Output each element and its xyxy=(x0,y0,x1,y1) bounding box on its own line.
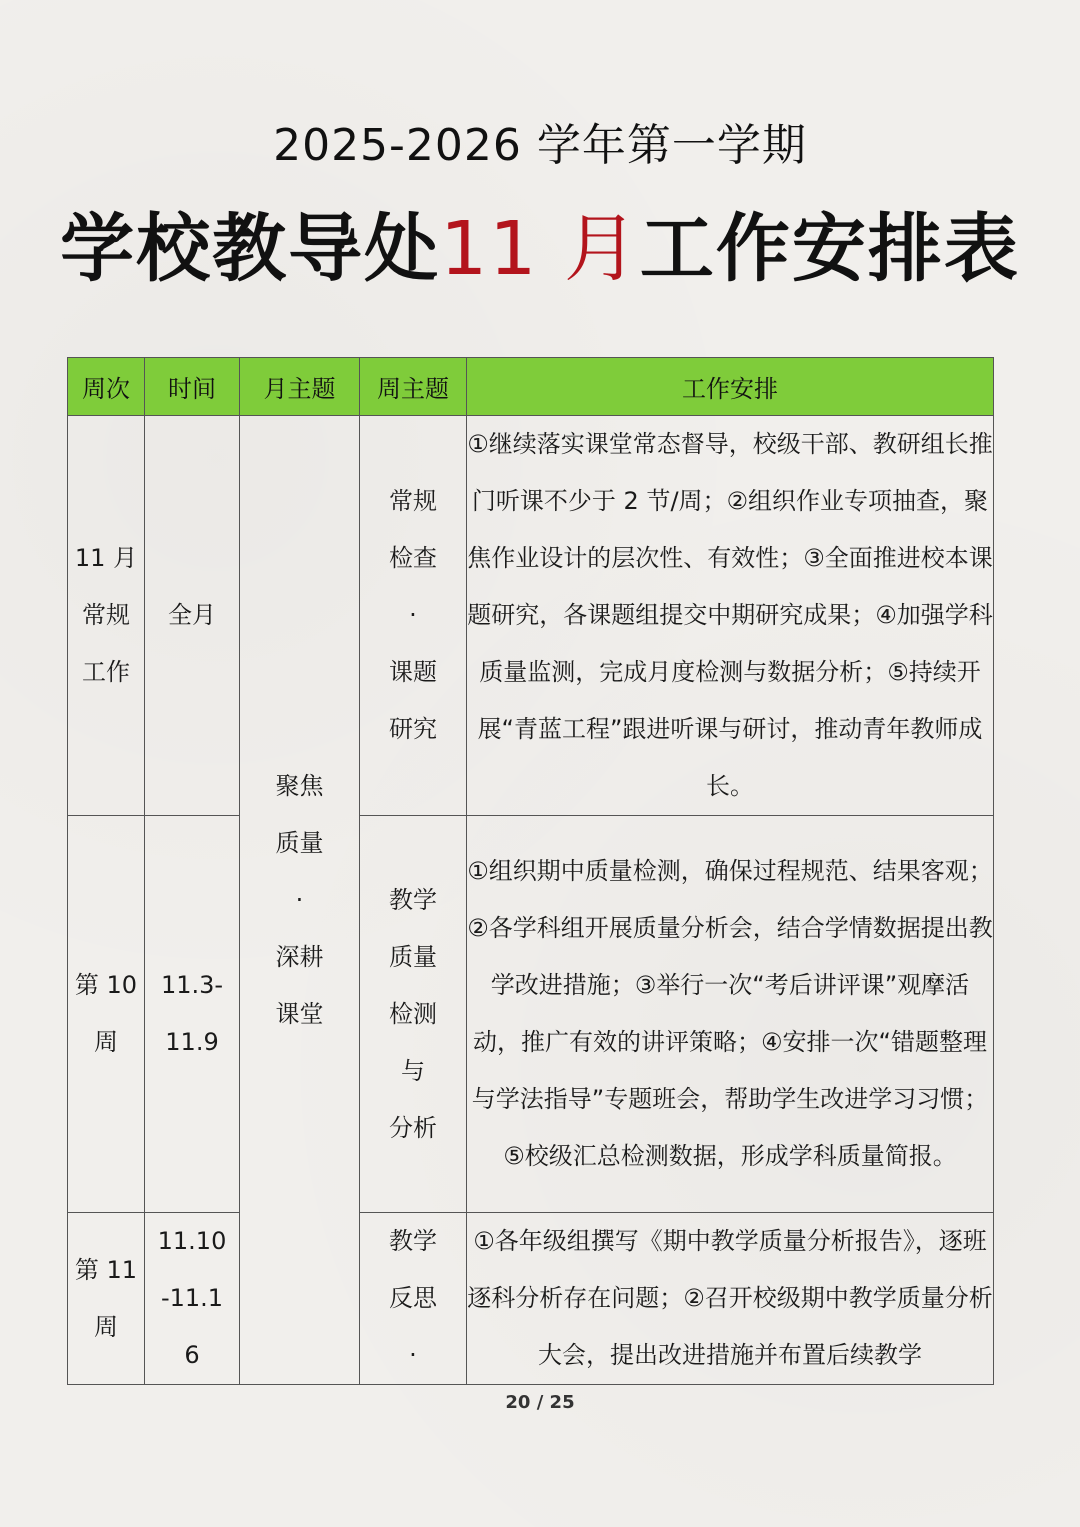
week-theme-line: 课题 xyxy=(389,658,437,686)
week-theme-line: · xyxy=(409,1341,417,1369)
week-theme-line: 质量 xyxy=(389,942,437,971)
year-term-title: 2025-2026 学年第一学期 xyxy=(273,120,807,171)
header-week: 周次 xyxy=(68,358,145,416)
time-line: 全月 xyxy=(168,601,216,629)
time-line: 11.10 xyxy=(157,1227,227,1255)
week-line: 周 xyxy=(94,1312,118,1341)
header-arrangement: 工作安排 xyxy=(467,358,994,416)
cell-arrangement: ①组织期中质量检测，确保过程规范、结果客观；②各学科组开展质量分析会，结合学情数据提出教学改进措施；③举行一次“考后讲评课”观摩活动，推广有效的讲评策略；④安排一次“错题整理与学法指导”专题班会，帮助学生改进学习习惯；⑤校级汇总检测数据，形成学科质量简报。 xyxy=(467,816,994,1213)
header-week-theme: 周主题 xyxy=(360,358,467,416)
cell-week-theme xyxy=(360,1213,467,1385)
week-line: 周 xyxy=(94,1028,118,1056)
week-theme-line: 分析 xyxy=(389,1113,437,1142)
cell-arrangement: ①继续落实课堂常态督导，校级干部、教研组长推门听课不少于 2 节/周；②组织作业专项抽查，聚焦作业设计的层次性、有效性；③全面推进校本课题研究，各课题组提交中期研究成果；④加强学科质量监测，完成月度检测与数据分析；⑤持续开展“青蓝工程”跟进听课与研讨，推动青年教师成长。 xyxy=(467,416,994,816)
month-theme-line: 深耕 xyxy=(275,942,324,971)
table-row xyxy=(68,816,994,1213)
week-theme-line: 与 xyxy=(401,1056,425,1085)
week-theme-line: 检查 xyxy=(389,544,437,572)
title-prefix: 学校教导处 xyxy=(60,206,441,292)
page-title xyxy=(0,204,1080,294)
header-month-theme: 月主题 xyxy=(240,358,360,416)
cell-week xyxy=(68,1213,145,1385)
header-time: 时间 xyxy=(145,358,240,416)
cell-month-theme xyxy=(240,416,360,1385)
week-theme-line: 检测 xyxy=(389,999,437,1028)
week-theme-line: 反思 xyxy=(389,1284,437,1312)
time-line: -11.1 xyxy=(160,1284,224,1312)
week-line: 第 11 xyxy=(74,1255,138,1284)
cell-week xyxy=(68,816,145,1213)
table-row xyxy=(68,1213,994,1385)
time-line: 11.3- xyxy=(160,971,224,999)
cell-time xyxy=(145,1213,240,1385)
table-row xyxy=(68,416,994,816)
week-theme-line: · xyxy=(409,601,417,629)
table-header-row xyxy=(68,358,994,416)
time-line: 6 xyxy=(184,1341,200,1369)
cell-time xyxy=(145,416,240,816)
week-line: 第 10 xyxy=(74,971,138,999)
month-theme-line: 课堂 xyxy=(275,999,324,1028)
title-month: 11 月 xyxy=(440,206,640,292)
week-line: 11 月 xyxy=(74,544,138,572)
cell-week-theme xyxy=(360,416,467,816)
week-theme-line: 教学 xyxy=(389,1227,437,1255)
week-theme-line: 教学 xyxy=(389,885,437,914)
schedule-table xyxy=(67,357,994,1385)
cell-week-theme xyxy=(360,816,467,1213)
week-theme-line: 常规 xyxy=(389,487,437,515)
month-theme-line: 聚焦 xyxy=(275,771,324,800)
week-theme-line: 研究 xyxy=(389,715,437,743)
title-suffix: 工作安排表 xyxy=(639,206,1020,292)
time-line: 11.9 xyxy=(165,1028,219,1056)
month-theme-line: 质量 xyxy=(275,828,324,857)
page-number: 20 / 25 xyxy=(505,1392,575,1413)
cell-time xyxy=(145,816,240,1213)
week-line: 工作 xyxy=(82,658,130,686)
cell-week xyxy=(68,416,145,816)
cell-arrangement: ①各年级组撰写《期中教学质量分析报告》，逐班逐科分析存在问题；②召开校级期中教学质量分析大会，提出改进措施并布置后续教学 xyxy=(467,1213,994,1385)
week-line: 常规 xyxy=(82,601,130,629)
month-theme-line: · xyxy=(295,885,304,914)
